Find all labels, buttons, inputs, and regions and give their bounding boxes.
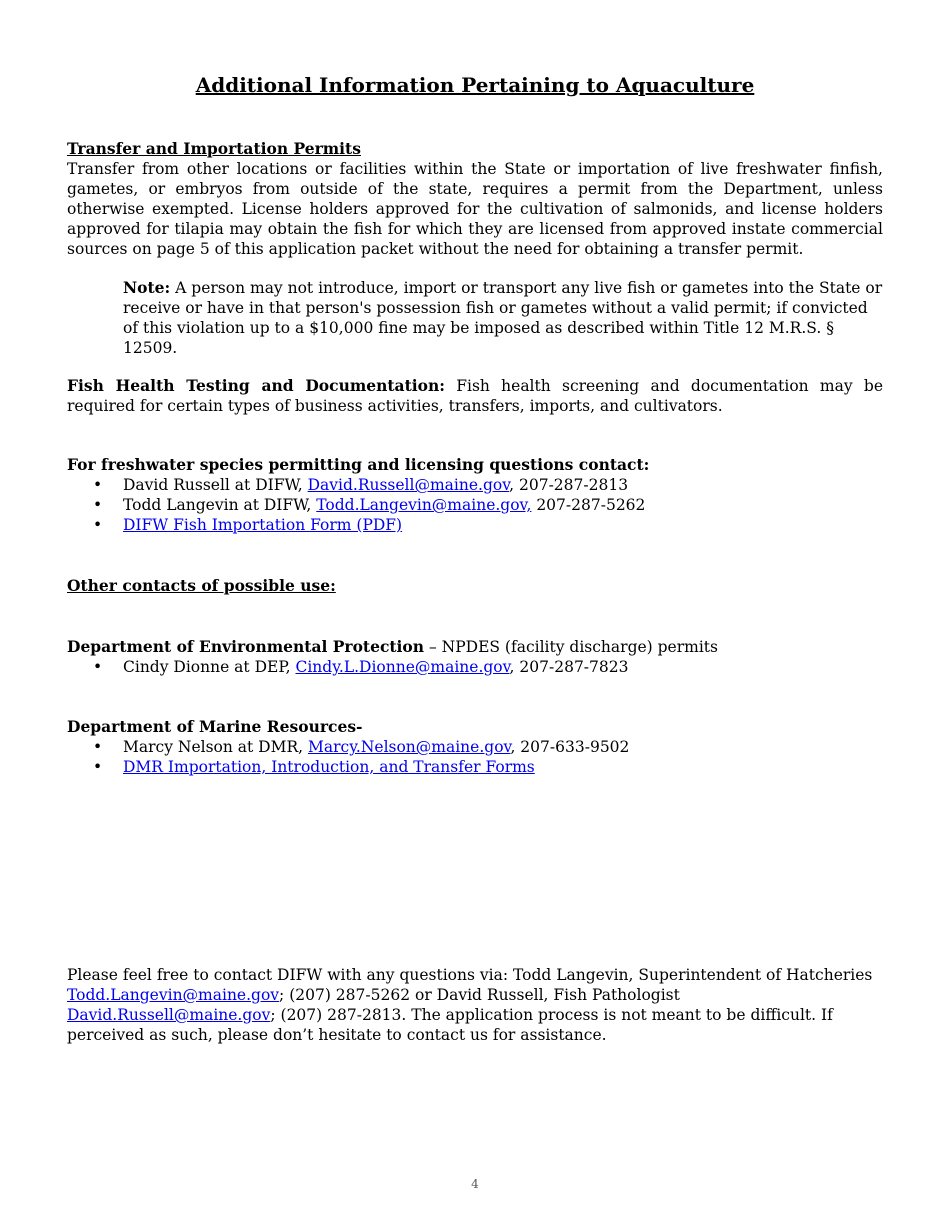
contact-phone: , 207-287-2813 — [509, 476, 629, 494]
list-item — [67, 757, 883, 777]
dep-contact-list — [67, 657, 883, 677]
contact-phone: 207-287-5262 — [531, 496, 646, 514]
list-item — [67, 737, 883, 757]
email-link[interactable]: Todd.Langevin@maine.gov — [67, 986, 280, 1004]
email-link[interactable]: Cindy.L.Dionne@maine.gov — [295, 658, 510, 676]
dep-text: – NPDES (facility discharge) permits — [424, 638, 718, 656]
contact-phone: , 207-633-9502 — [510, 738, 630, 756]
other-contacts-heading: Other contacts of possible use: — [67, 576, 336, 595]
transfer-heading: Transfer and Importation Permits — [67, 139, 361, 158]
freshwater-contacts-section — [67, 455, 883, 535]
fish-health-label: Fish Health Testing and Documentation: — [67, 376, 445, 395]
closing-text: Please feel free to contact DIFW with any questions via: Todd Langevin, Superintendent of Hatcheries — [67, 966, 873, 984]
dmr-forms-link[interactable]: DMR Importation, Introduction, and Transfer Forms — [123, 758, 535, 776]
dmr-section — [67, 717, 883, 777]
email-link[interactable]: David.Russell@maine.gov — [67, 1006, 271, 1024]
dep-heading — [67, 637, 883, 657]
contact-name: Cindy Dionne at DEP, — [123, 658, 296, 676]
fish-health-section — [67, 376, 883, 416]
fish-health-text: Fish health screening and documentation may be required for certain types of business activities, transfers, imports, and cultivators. — [67, 377, 883, 415]
note-text: A person may not introduce, import or transport any live fish or gametes into the State or receive or have in that person's possession fish or gametes without a valid permit; if convicted of this violation up to a $10,000 fine may be imposed as described within Title 12 M.R.S. § 12509. — [123, 279, 883, 357]
dep-section — [67, 637, 883, 677]
note-label: Note: — [123, 278, 171, 297]
freshwater-heading: For freshwater species permitting and licensing questions contact: — [67, 455, 650, 474]
list-item — [67, 495, 883, 515]
page-title: Additional Information Pertaining to Aquaculture — [195, 73, 755, 97]
note-paragraph — [123, 278, 883, 358]
closing-text: ; (207) 287-2813. The application process is not meant to be difficult. If perceived as such, please don’t hesitate to contact us for assistance. — [67, 1006, 833, 1044]
dep-label: Department of Environmental Protection — [67, 637, 425, 656]
email-link[interactable]: Todd.Langevin@maine.gov, — [316, 496, 532, 514]
email-link[interactable]: David.Russell@maine.gov — [307, 476, 510, 494]
contact-name: Todd Langevin at DIFW, — [123, 496, 317, 514]
list-item — [67, 657, 883, 677]
closing-text: ; (207) 287-5262 or David Russell, Fish Pathologist — [279, 986, 680, 1004]
contact-name: Marcy Nelson at DMR, — [123, 738, 308, 756]
page-number: 4 — [471, 1177, 479, 1191]
email-link[interactable]: Marcy.Nelson@maine.gov — [308, 738, 511, 756]
contact-name: David Russell at DIFW, — [123, 476, 308, 494]
transfer-section — [67, 139, 883, 259]
dmr-contact-list — [67, 737, 883, 777]
freshwater-contact-list — [67, 475, 883, 535]
contact-phone: , 207-287-7823 — [509, 658, 629, 676]
dmr-heading: Department of Marine Resources- — [67, 717, 363, 736]
list-item — [67, 475, 883, 495]
closing-paragraph — [67, 965, 883, 1045]
transfer-body: Transfer from other locations or facilities within the State or importation of live freshwater finfish, gametes, or embryos from outside of the state, requires a permit from the Department, unless otherwise exempted. License holders approved for the cultivation of salmonids, and license holders approved for tilapia may obtain the fish for which they are licensed from approved instate commercial sources on page 5 of this application packet without the need for obtaining a transfer permit. — [67, 160, 883, 258]
difw-form-link[interactable]: DIFW Fish Importation Form (PDF) — [123, 516, 403, 534]
list-item — [67, 515, 883, 535]
